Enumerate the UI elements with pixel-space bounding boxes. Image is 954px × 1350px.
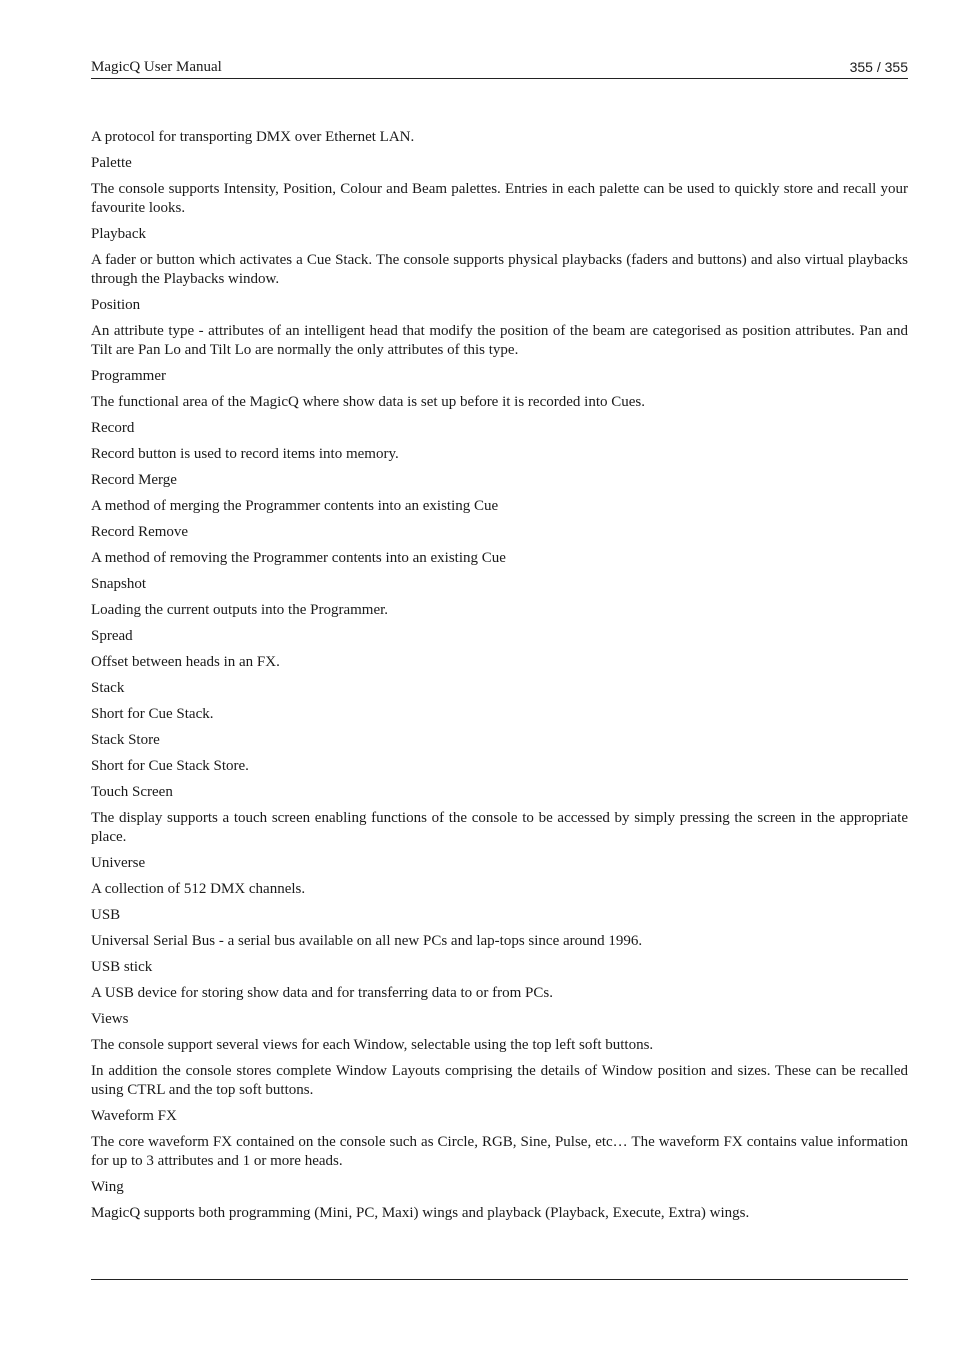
glossary-definition: An attribute type - attributes of an intelligent head that modify the position of the beam are categorised as position attributes. Pan and Tilt are Pan Lo and Tilt Lo are normally the only attributes of this type. [91, 323, 908, 358]
glossary-definition: In addition the console stores complete Window Layouts comprising the details of Window position and sizes. These can be recalled using CTRL and the top soft buttons. [91, 1063, 908, 1098]
glossary-term: Record [91, 420, 135, 436]
glossary-content [91, 128, 908, 1230]
glossary-term: Views [91, 1011, 129, 1027]
glossary-term: Snapshot [91, 576, 147, 592]
glossary-term: Record Merge [91, 472, 177, 488]
glossary-term: Waveform FX [91, 1108, 177, 1124]
glossary-term: Spread [91, 628, 133, 644]
glossary-definition: A USB device for storing show data and for transferring data to or from PCs. [91, 985, 553, 1001]
glossary-definition: Short for Cue Stack Store. [91, 758, 249, 774]
glossary-term: Touch Screen [91, 784, 173, 800]
glossary-definition: A method of removing the Programmer contents into an existing Cue [91, 550, 506, 566]
glossary-term: Stack Store [91, 732, 160, 748]
glossary-definition: Record button is used to record items into memory. [91, 446, 399, 462]
footer-rule [91, 1279, 908, 1280]
glossary-definition: Offset between heads in an FX. [91, 654, 280, 670]
glossary-definition: MagicQ supports both programming (Mini, PC, Maxi) wings and playback (Playback, Execute, Extra) wings. [91, 1205, 750, 1221]
glossary-definition: A fader or button which activates a Cue Stack. The console supports physical playbacks (faders and buttons) and also virtual playbacks through the Playbacks window. [91, 252, 908, 287]
glossary-definition: Short for Cue Stack. [91, 706, 214, 722]
glossary-definition: The functional area of the MagicQ where show data is set up before it is recorded into Cues. [91, 394, 645, 410]
glossary-definition: A collection of 512 DMX channels. [91, 881, 306, 897]
glossary-definition: The display supports a touch screen enabling functions of the console to be accessed by simply pressing the screen in the appropriate place. [91, 810, 908, 845]
glossary-term: Wing [91, 1179, 124, 1195]
document-title: MagicQ User Manual [91, 59, 222, 75]
glossary-term: USB stick [91, 959, 153, 975]
glossary-term: Palette [91, 155, 132, 171]
glossary-term: USB [91, 907, 121, 923]
glossary-definition: The console support several views for each Window, selectable using the top left soft buttons. [91, 1037, 654, 1053]
glossary-term: Position [91, 297, 141, 313]
page-header [91, 57, 908, 79]
glossary-term: Programmer [91, 368, 166, 384]
glossary-definition: The console supports Intensity, Position, Colour and Beam palettes. Entries in each palette can be used to quickly store and recall your favourite looks. [91, 181, 908, 216]
glossary-term: Stack [91, 680, 125, 696]
glossary-definition: Universal Serial Bus - a serial bus available on all new PCs and lap-tops since around 1996. [91, 933, 643, 949]
glossary-definition: A method of merging the Programmer contents into an existing Cue [91, 498, 499, 514]
glossary-term: Playback [91, 226, 146, 242]
glossary-term: Record Remove [91, 524, 189, 540]
glossary-term: Universe [91, 855, 146, 871]
page-number: 355 / 355 [849, 59, 908, 75]
glossary-definition: Loading the current outputs into the Programmer. [91, 602, 389, 618]
glossary-definition: The core waveform FX contained on the console such as Circle, RGB, Sine, Pulse, etc… The waveform FX contains value information for up to 3 attributes and 1 or more heads. [91, 1134, 908, 1169]
glossary-definition: A protocol for transporting DMX over Ethernet LAN. [91, 129, 415, 145]
